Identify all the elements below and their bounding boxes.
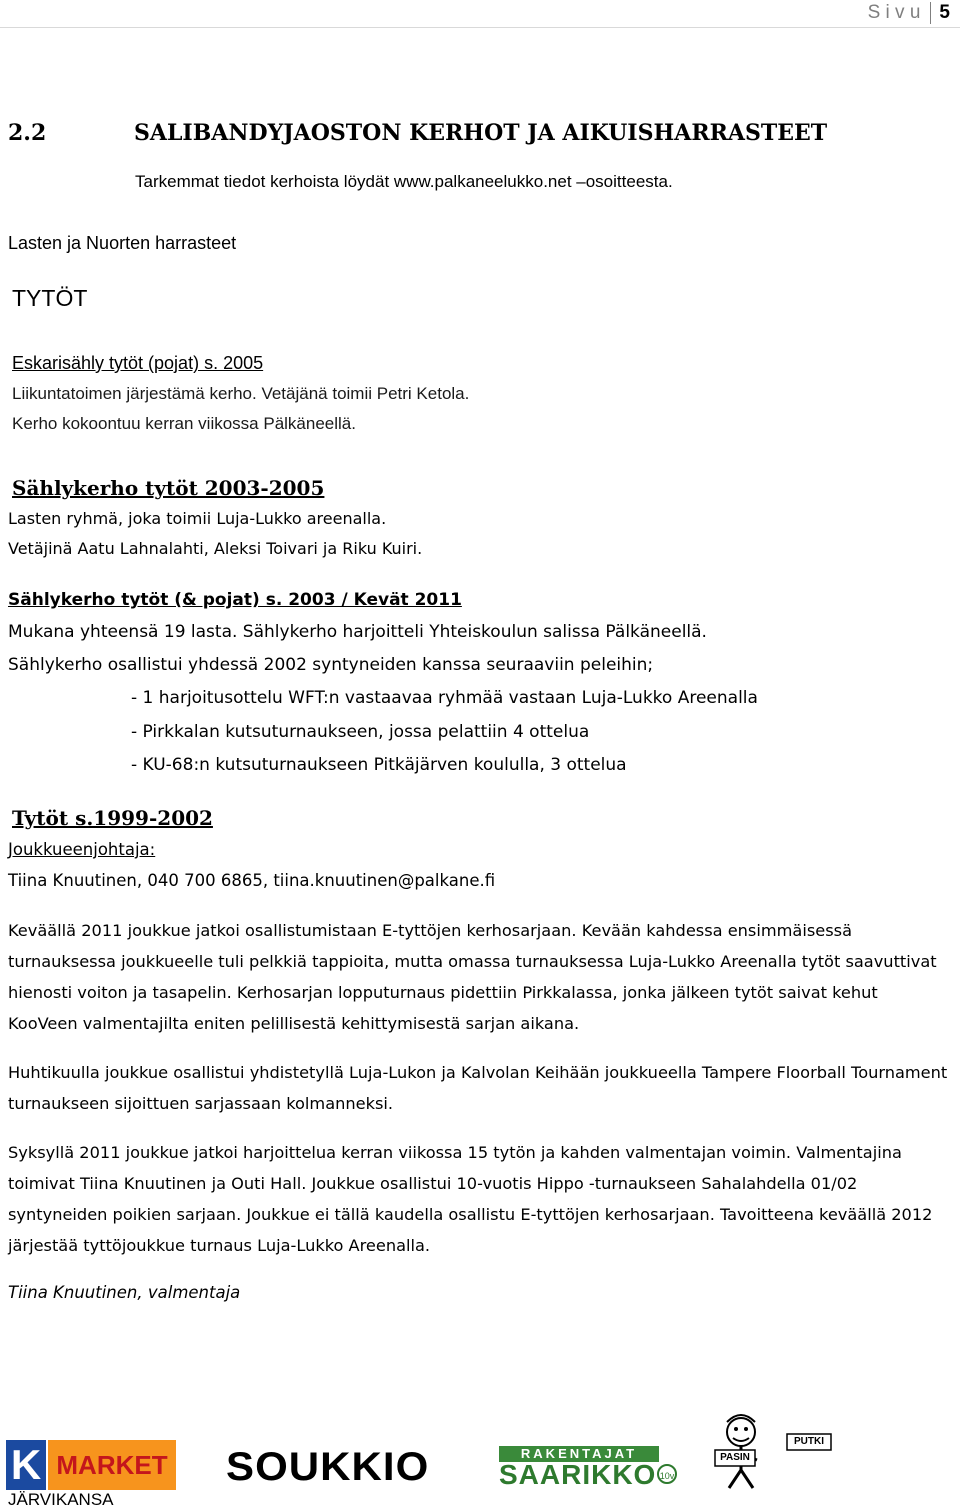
kmarket-banner bbox=[48, 1440, 176, 1490]
paragraph-spring-2011: Keväällä 2011 joukkue jatkoi osallistumistaan E-tyttöjen kerhosarjaan. Kevään kahdessa ensimmäisessä turnauksessa joukkueelle tuli pelkkiä tappioita, mutta omassa turnauksessa Luja-Lukko Areenalla tytöt saavuttivat hienosti voiton ja tasapelin. Kerhosarjan lopputurnaus pidettiin Pirkkalassa, jonka jälkeen tytöt saivat kehut KooVeen valmentajilta eniten pelillisestä kehittymisestä sarjan aikana. bbox=[8, 921, 937, 1033]
soukkio-logo bbox=[226, 1446, 431, 1488]
pasin-putki-logo bbox=[713, 1410, 833, 1492]
eskari-line-2: Kerho kokoontuu kerran viikossa Pälkäneellä. bbox=[12, 414, 356, 433]
sahly-pojat-title: Sählykerho tytöt (& pojat) s. 2003 / Kevät 2011 bbox=[8, 590, 462, 610]
pasin-putki-mascot-icon bbox=[713, 1410, 833, 1492]
saarikko-top: RAKENTAJAT bbox=[499, 1446, 659, 1462]
kmarket-place: JÄRVIKANSA bbox=[8, 1490, 114, 1509]
page-header bbox=[868, 2, 950, 24]
bullet-item: - Pirkkalan kutsuturnaukseen, jossa pelattiin 4 ottelua bbox=[131, 722, 590, 742]
category-title: TYTÖT bbox=[12, 285, 88, 311]
subheading: Lasten ja Nuorten harrasteet bbox=[8, 233, 237, 253]
bullet-item: - 1 harjoitusottelu WFT:n vastaavaa ryhmää vastaan Luja-Lukko Areenalla bbox=[131, 688, 758, 708]
page-label: S i v u bbox=[867, 2, 921, 24]
section-heading bbox=[8, 120, 828, 146]
header-divider bbox=[930, 2, 931, 24]
kmarket-name: MARKET bbox=[53, 1448, 171, 1482]
sahly-pojat-line-1: Mukana yhteensä 19 lasta. Sählykerho harjoitteli Yhteiskoulun salissa Pälkäneellä. bbox=[8, 622, 707, 642]
signature: Tiina Knuutinen, valmentaja bbox=[8, 1283, 241, 1302]
paragraph-tournament: Huhtikuulla joukkue osallistui yhdistetyllä Luja-Lukon ja Kalvolan Keihään joukkueella Tampere Floorball Tournament turnaukseen sijoittuen sarjassaan kolmanneksi. bbox=[8, 1063, 948, 1113]
kmarket-logo bbox=[6, 1440, 178, 1510]
eskari-line-1: Liikuntatoimen järjestämä kerho. Vetäjänä toimii Petri Ketola. bbox=[12, 384, 470, 403]
section-number: 2.2 bbox=[8, 120, 47, 146]
bullet-item: - KU-68:n kutsuturnaukseen Pitkäjärven koululla, 3 ottelua bbox=[131, 755, 627, 775]
soukkio-wordmark: SOUKKIO bbox=[226, 1445, 430, 1489]
section-title: SALIBANDYJAOSTON KERHOT JA AIKUISHARRASTEET bbox=[134, 120, 828, 146]
sahly-2003-line-1: Lasten ryhmä, joka toimii Luja-Lukko areenalla. bbox=[8, 509, 387, 528]
saarikko-main: SAARIKKO bbox=[499, 1459, 657, 1490]
kmarket-k-icon: K bbox=[6, 1440, 46, 1490]
saarikko-badge: 10v bbox=[657, 1464, 677, 1484]
putki-text: PUTKI bbox=[794, 1436, 824, 1447]
pasin-text: PASIN bbox=[720, 1452, 750, 1463]
eskari-title: Eskarisähly tytöt (pojat) s. 2005 bbox=[12, 353, 264, 373]
tytot-1999-title: Tytöt s.1999-2002 bbox=[12, 806, 213, 830]
paragraph-autumn-2011: Syksyllä 2011 joukkue jatkoi harjoittelua kerran viikossa 15 tytön ja kahden valmentajan voimin. Valmentajina toimivat Tiina Knuutinen ja Outi Hall. Joukkue osallistui 10-vuotis Hippo -turnaukseen Sahalahdella 01/02 syntyneiden poikien sarjaan. Joukkue ei tällä kaudella osallistu E-tyttöjen kerhosarjaan. Tavoitteena keväällä 2012 järjestää tyttöjoukkue turnaus Luja-Lukko Areenalla. bbox=[8, 1143, 933, 1255]
leader-contact: Tiina Knuutinen, 040 700 6865, tiina.knuutinen@palkane.fi bbox=[8, 871, 496, 890]
sahly-pojat-line-2: Sählykerho osallistui yhdessä 2002 syntyneiden kanssa seuraaviin peleihin; bbox=[8, 655, 654, 675]
sahly-2003-title: Sählykerho tytöt 2003-2005 bbox=[12, 476, 325, 500]
leader-label: Joukkueenjohtaja: bbox=[8, 840, 156, 859]
section-intro: Tarkemmat tiedot kerhoista löydät www.palkaneelukko.net –osoitteesta. bbox=[135, 172, 673, 191]
sahly-2003-line-2: Vetäjinä Aatu Lahnalahti, Aleksi Toivari ja Riku Kuiri. bbox=[8, 539, 423, 558]
header-rule bbox=[0, 27, 960, 28]
saarikko-logo bbox=[499, 1446, 677, 1488]
page-number: 5 bbox=[939, 2, 950, 24]
